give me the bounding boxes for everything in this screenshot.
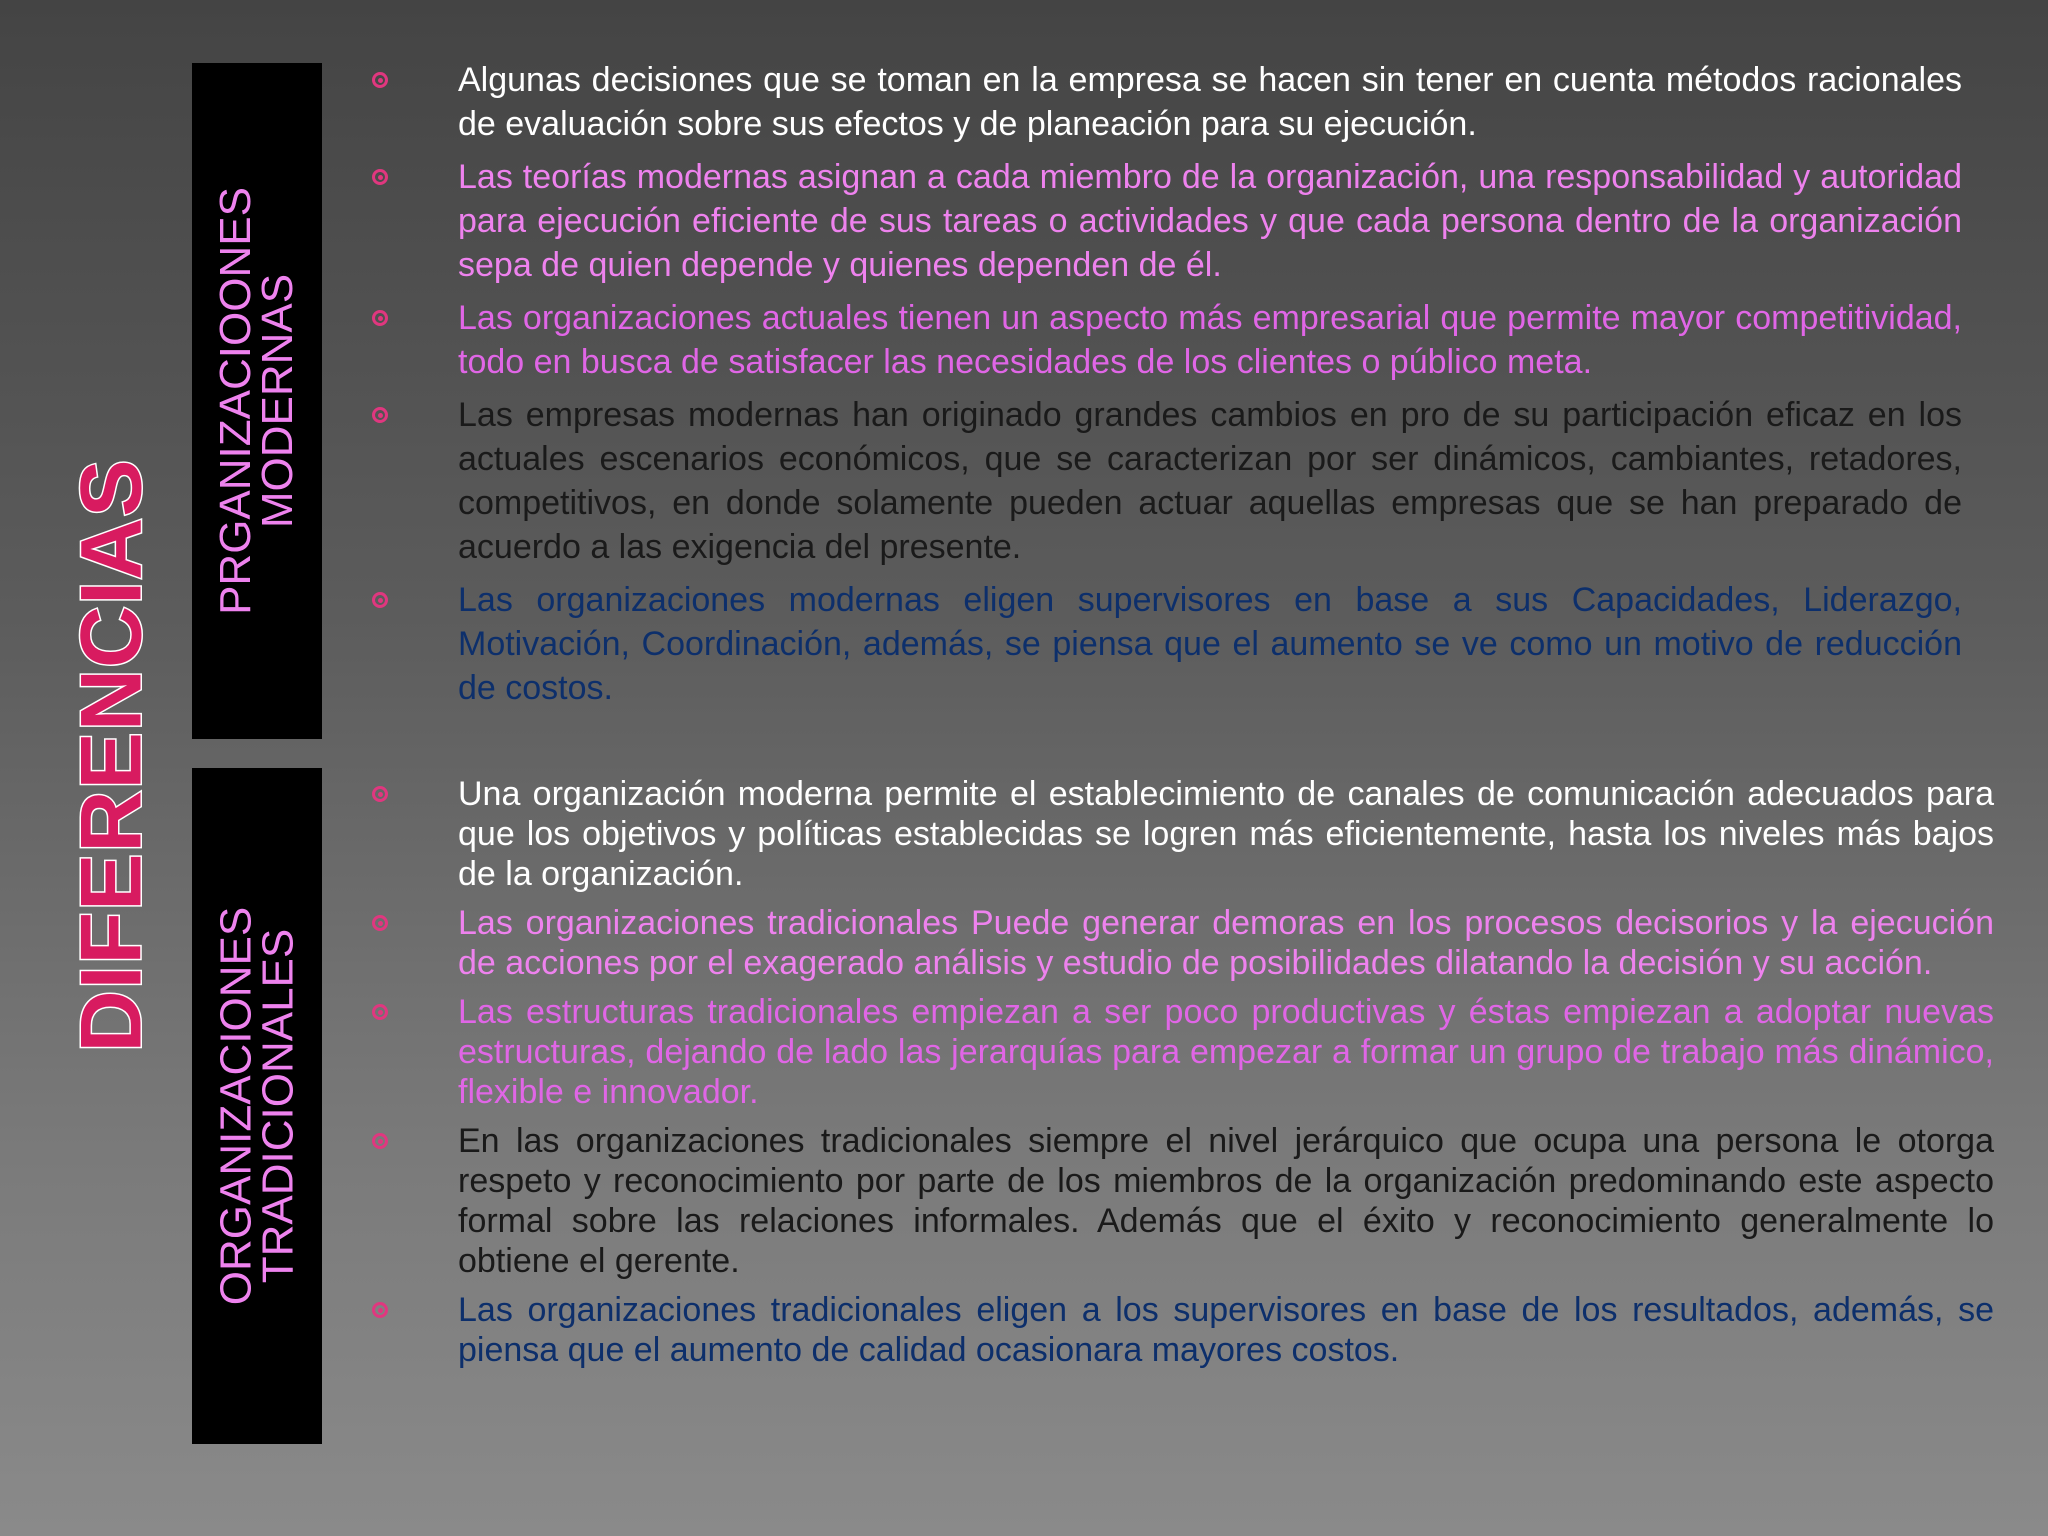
bullet-icon bbox=[372, 310, 388, 326]
modern-label-line2: MODERNAS bbox=[253, 273, 302, 529]
traditional-organizations-label bbox=[192, 768, 322, 1444]
bullet-icon bbox=[372, 1133, 388, 1149]
bullet-icon bbox=[372, 1004, 388, 1020]
list-item: En las organizaciones tradicionales siempre el nivel jerárquico que ocupa una persona le otorga respeto y reconocimiento por parte de los miembros de la organización predominando este aspecto formal sobre las relaciones informales. Además que el éxito y reconocimiento generalmente lo obtiene el gerente. bbox=[360, 1121, 1994, 1281]
bullet-icon bbox=[372, 786, 388, 802]
bullet-icon bbox=[372, 407, 388, 423]
list-item: Las organizaciones modernas eligen supervisores en base a sus Capacidades, Liderazgo, Motivación, Coordinación, además, se piensa que el aumento se ve como un motivo de reducción de costos. bbox=[360, 578, 1962, 710]
modern-label-line1: PRGANIZACIOONES bbox=[211, 187, 260, 615]
traditional-label-line1: ORGANIZACIONES bbox=[211, 906, 260, 1306]
slide-title-text: DIFERENCIAS bbox=[63, 458, 160, 1052]
bullet-icon bbox=[372, 169, 388, 185]
list-item: Las teorías modernas asignan a cada miembro de la organización, una responsabilidad y autoridad para ejecución eficiente de sus tareas o actividades y que cada persona dentro de la organización sepa de quien depende y quienes dependen de él. bbox=[360, 155, 1962, 287]
list-item: Las estructuras tradicionales empiezan a ser poco productivas y éstas empiezan a adoptar nuevas estructuras, dejando de lado las jerarquías para empezar a formar un grupo de trabajo más dinámico, flexible e innovador. bbox=[360, 992, 1994, 1112]
modern-organizations-label bbox=[192, 63, 322, 739]
bullet-icon bbox=[372, 1302, 388, 1318]
modern-organizations-list bbox=[360, 58, 1962, 719]
list-item: Las organizaciones tradicionales Puede generar demoras en los procesos decisorios y la ejecución de acciones por el exagerado análisis y estudio de posibilidades dilatando la decisión y su acción. bbox=[360, 903, 1994, 983]
bullet-icon bbox=[372, 915, 388, 931]
bullet-icon bbox=[372, 592, 388, 608]
list-item: Una organización moderna permite el establecimiento de canales de comunicación adecuados para que los objetivos y políticas establecidas se logren más eficientemente, hasta los niveles más bajos de la organización. bbox=[360, 774, 1994, 894]
list-item: Las organizaciones actuales tienen un aspecto más empresarial que permite mayor competitividad, todo en busca de satisfacer las necesidades de los clientes o público meta. bbox=[360, 296, 1962, 384]
traditional-organizations-list bbox=[360, 774, 1994, 1379]
list-item: Las organizaciones tradicionales eligen a los supervisores en base de los resultados, además, se piensa que el aumento de calidad ocasionara mayores costos. bbox=[360, 1290, 1994, 1370]
traditional-label-line2: TRADICIONALES bbox=[253, 928, 302, 1284]
list-item: Las empresas modernas han originado grandes cambios en pro de su participación eficaz en los actuales escenarios económicos, que se caracterizan por ser dinámicos, cambiantes, retadores, competitivos, en donde solamente pueden actuar aquellas empresas que se han preparado de acuerdo a las exigencia del presente. bbox=[360, 393, 1962, 569]
bullet-icon bbox=[372, 72, 388, 88]
slide-title bbox=[63, 458, 160, 1052]
list-item: Algunas decisiones que se toman en la empresa se hacen sin tener en cuenta métodos racionales de evaluación sobre sus efectos y de planeación para su ejecución. bbox=[360, 58, 1962, 146]
